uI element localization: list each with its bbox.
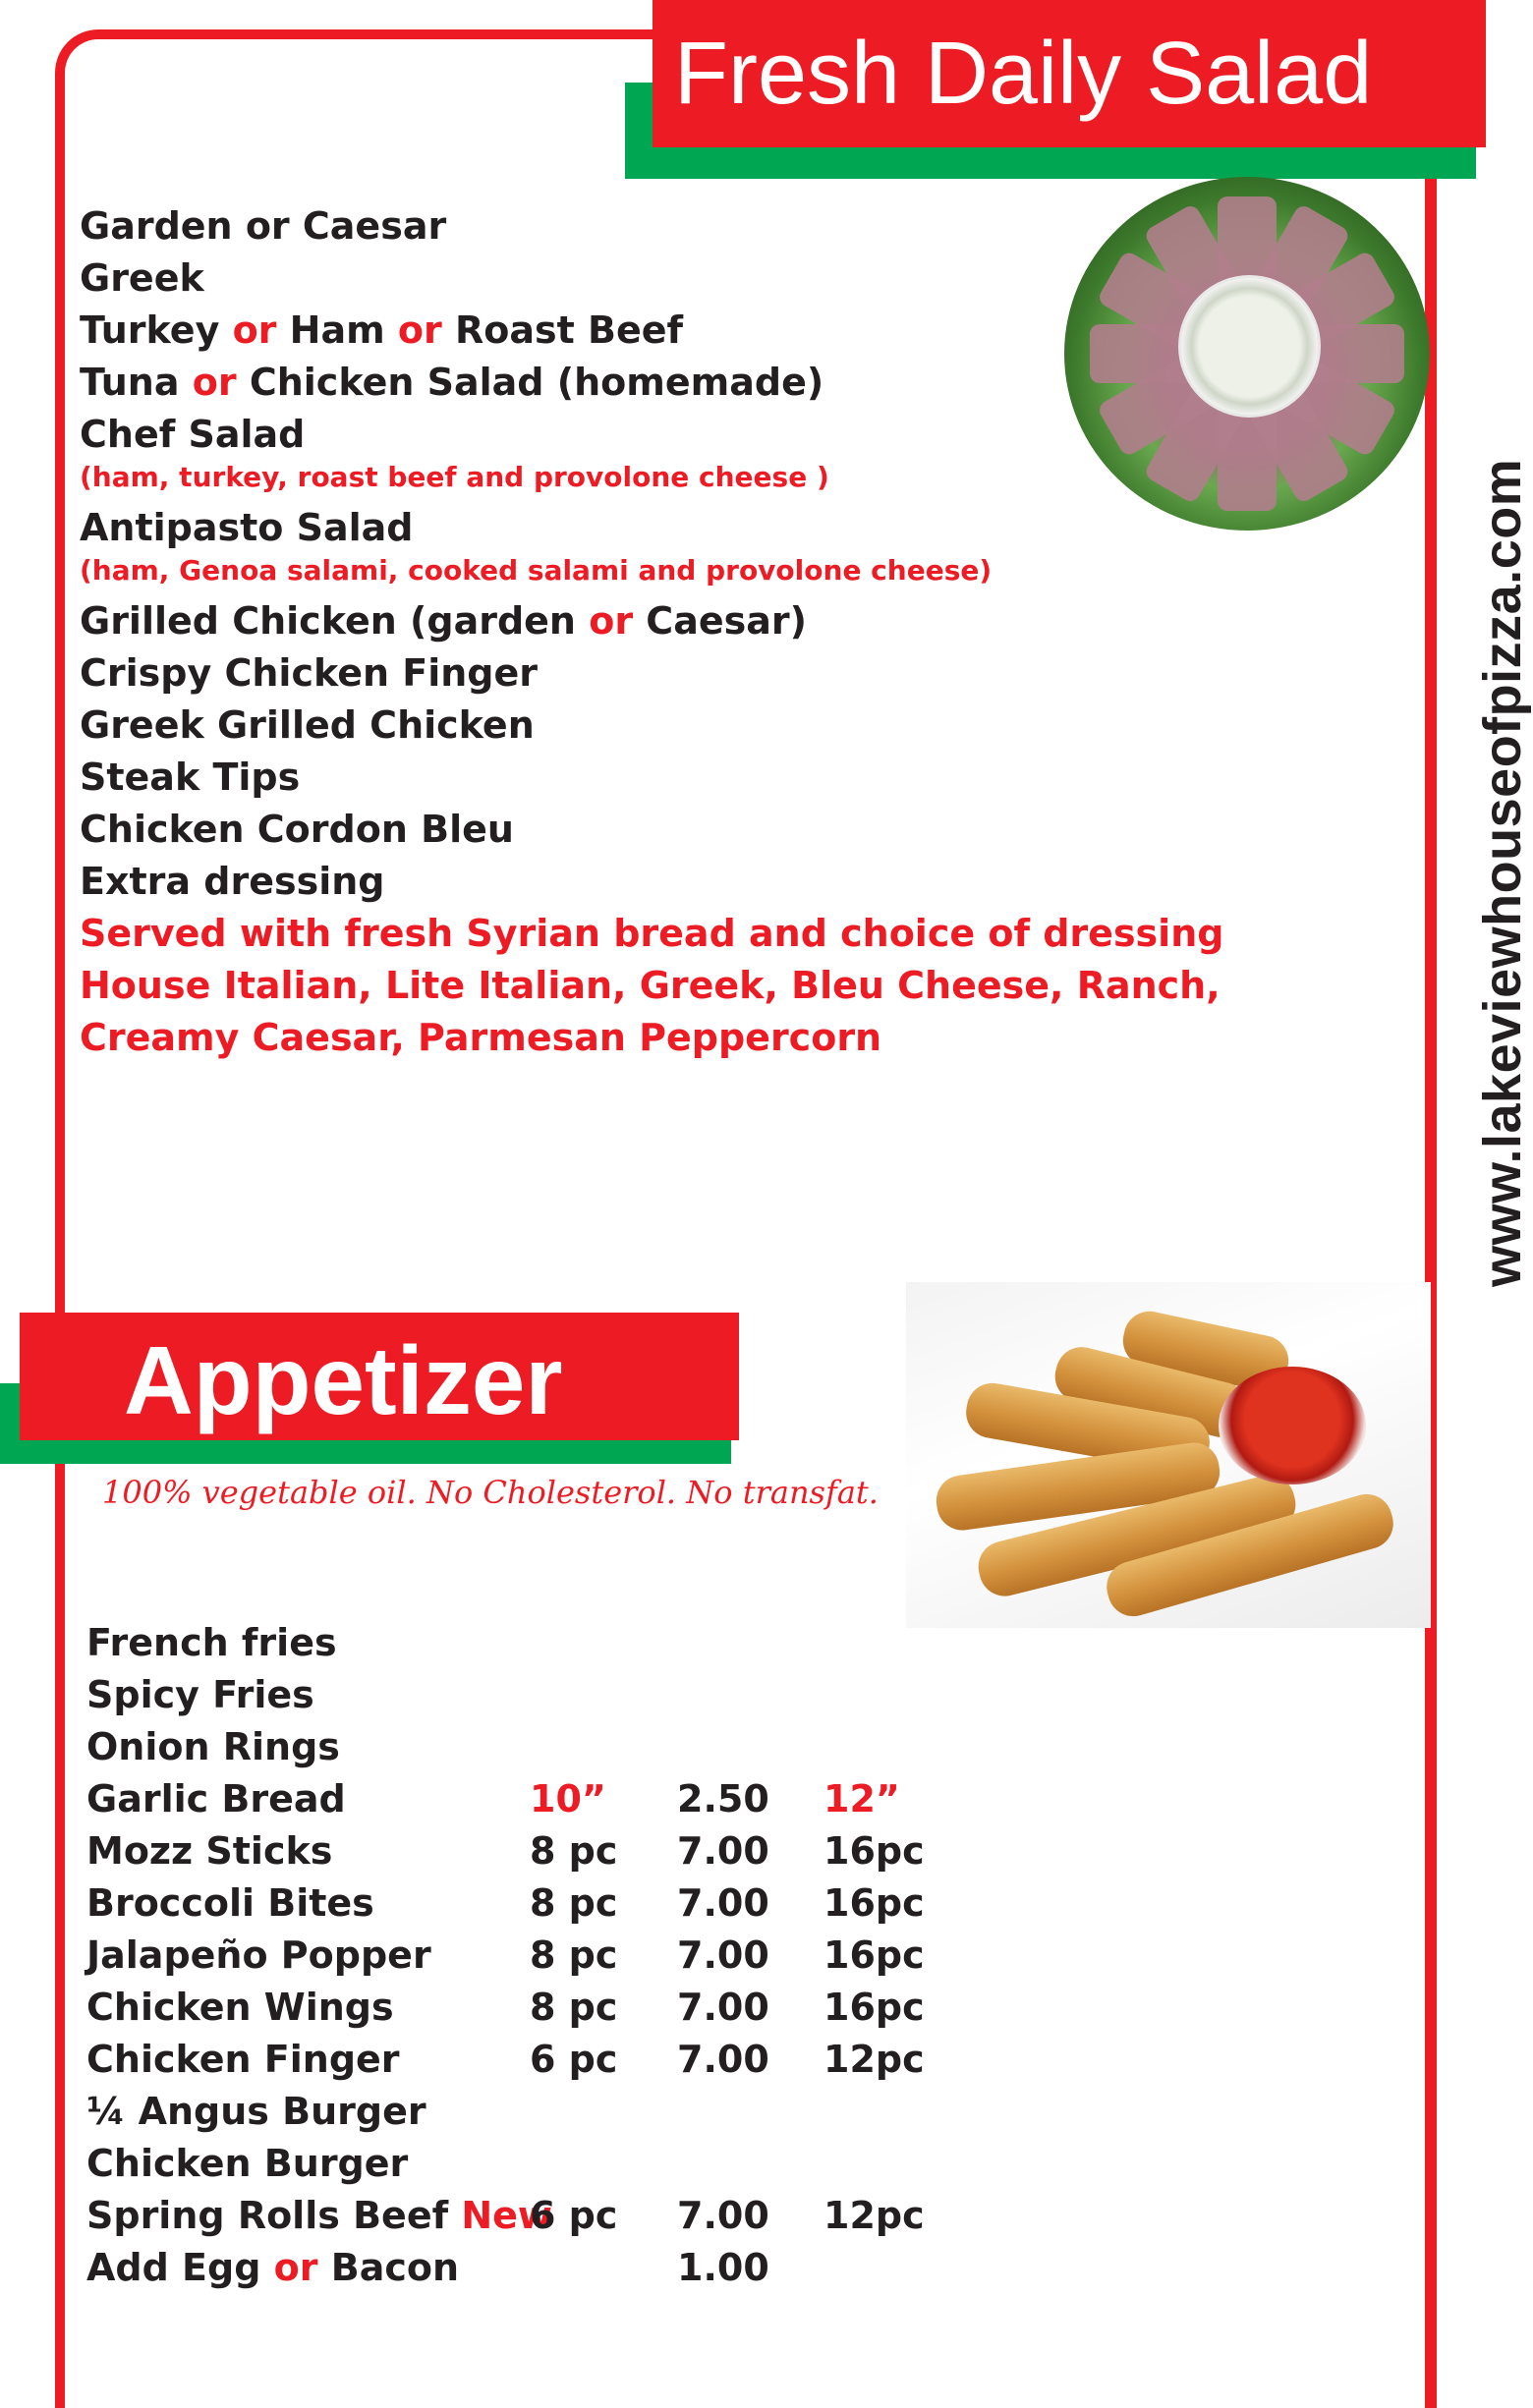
appetizer-size-small: 8 pc [530,1986,618,2029]
appetizer-size-small: 6 pc [530,2038,618,2081]
dressing-info-line: Creamy Caesar, Parmesan Peppercorn [80,1016,882,1059]
salad-item-ingredients: (ham, Genoa salami, cooked salami and provolone cheese) [80,554,993,587]
salad-item-name: Greek [80,256,204,300]
appetizer-price: 1.00 [677,2246,769,2289]
appetizer-name-text: Onion Rings [86,1725,340,1768]
appetizer-price: 7.00 [677,1933,769,1977]
appetizer-row [86,2236,1069,2288]
salad-item-ingredients: (ham, turkey, roast beef and provolone cheese ) [80,461,829,493]
salad-item-name: Caesar) [633,599,807,643]
salad-item-name: Turkey [80,308,233,352]
salad-section-title: Fresh Daily Salad [653,0,1486,147]
appetizer-row [86,2132,1069,2184]
salad-item-name: Steak Tips [80,756,301,799]
appetizer-row [86,2080,1069,2132]
appetizer-size-large: 16pc [823,1881,925,1925]
appetizer-row [86,1872,1069,1924]
salad-item [80,195,1141,247]
appetizer-name-text: Spicy Fries [86,1673,314,1716]
salad-item [80,299,1141,351]
appetizer-row [86,1611,1069,1663]
salad-item [80,351,1141,403]
salad-item [80,642,1141,694]
appetizer-price: 7.00 [677,2194,769,2237]
marinara-cup [1219,1367,1366,1484]
appetizer-name-text: Bacon [317,2246,460,2289]
salad-item-name: Chicken Salad (homemade) [236,361,824,404]
salad-item-name: Greek Grilled Chicken [80,703,535,747]
salad-item-name: Antipasto Salad [80,506,414,549]
dressing-info-line: House Italian, Lite Italian, Greek, Bleu Cheese, Ranch, [80,964,1221,1007]
appetizer-size-small: 8 pc [530,1829,618,1873]
appetizer-name-text: Chicken Wings [86,1986,394,2029]
appetizer-size-large: 16pc [823,1829,925,1873]
appetizer-name-text: French fries [86,1621,337,1664]
salad-item [80,247,1141,299]
appetizer-price: 7.00 [677,1829,769,1873]
appetizer-tagline: 100% vegetable oil. No Cholesterol. No transfat. [102,1474,879,1511]
appetizer-name-text: Garlic Bread [86,1777,346,1820]
appetizer-size-small: 6 pc [530,2194,618,2237]
salad-item-name: Ham [276,308,398,352]
frame-left-border [55,96,65,2408]
appetizer-size-large: 16pc [823,1933,925,1977]
salad-item [80,746,1141,798]
appetizer-size-large: 12” [823,1777,900,1820]
appetizer-row [86,1820,1069,1872]
red-accent-word: or [273,2246,318,2289]
appetizer-section-title: Appetizer [20,1313,739,1440]
salad-item [80,694,1141,746]
appetizer-name-text: Add Egg [86,2246,274,2289]
appetizer-row [86,1663,1069,1715]
appetizer-name-text: Jalapeño Popper [86,1933,431,1977]
salad-item [80,850,1141,902]
appetizer-size-small: 10” [530,1777,606,1820]
appetizer-name-text: Spring Rolls Beef [86,2194,462,2237]
dressing-cup [1178,275,1321,418]
salad-item-name: Garden or Caesar [80,204,447,248]
appetizer-size-large: 12pc [823,2194,925,2237]
salad-item-name: Roast Beef [441,308,684,352]
appetizer-name-text: Chicken Burger [86,2142,409,2185]
appetizer-row [86,1715,1069,1767]
salad-item [80,798,1141,850]
appetizer-size-large: 12pc [823,2038,925,2081]
salad-menu-list [80,195,1224,1059]
red-accent-word: New [461,2194,553,2237]
appetizer-name-text: Broccoli Bites [86,1881,374,1925]
appetizer-name-text: ¼ Angus Burger [86,2090,426,2133]
or-connector: or [192,361,237,404]
salad-item [80,589,1141,642]
or-connector: or [232,308,277,352]
appetizer-row [86,2028,1069,2080]
appetizer-row [86,2184,1069,2236]
appetizer-price: 7.00 [677,2038,769,2081]
appetizer-name-text: Mozz Sticks [86,1829,333,1873]
appetizer-price: 7.00 [677,1986,769,2029]
appetizer-name-text: Chicken Finger [86,2038,400,2081]
appetizer-row [86,1924,1069,1976]
appetizer-price: 2.50 [677,1777,769,1820]
appetizer-size-small: 8 pc [530,1933,618,1977]
appetizer-size-small: 8 pc [530,1881,618,1925]
salad-item-name: Extra dressing [80,860,385,903]
salad-item-name: Crispy Chicken Finger [80,651,539,695]
appetizer-row [86,1976,1069,2028]
appetizer-size-large: 16pc [823,1986,925,2029]
salad-item-name: Grilled Chicken (garden [80,599,590,643]
salad-item-name: Tuna [80,361,193,404]
salad-item [80,403,1141,455]
salad-item-name: Chicken Cordon Bleu [80,808,514,851]
or-connector: or [589,599,634,643]
frame-corner [55,29,134,108]
dressing-info-line: Served with fresh Syrian bread and choice of dressing [80,912,1224,955]
salad-item [80,496,1141,548]
mozzarella-sticks-photo [906,1282,1431,1628]
website-url: www.lakeviewhouseofpizza.com [1473,458,1532,1287]
or-connector: or [397,308,442,352]
appetizer-row [86,1767,1069,1820]
frame-top-border [128,29,658,39]
appetizer-price: 7.00 [677,1881,769,1925]
salad-item-name: Chef Salad [80,413,306,456]
appetizer-menu-table [86,1611,1069,2288]
appetizer-item-name [86,2236,459,2299]
